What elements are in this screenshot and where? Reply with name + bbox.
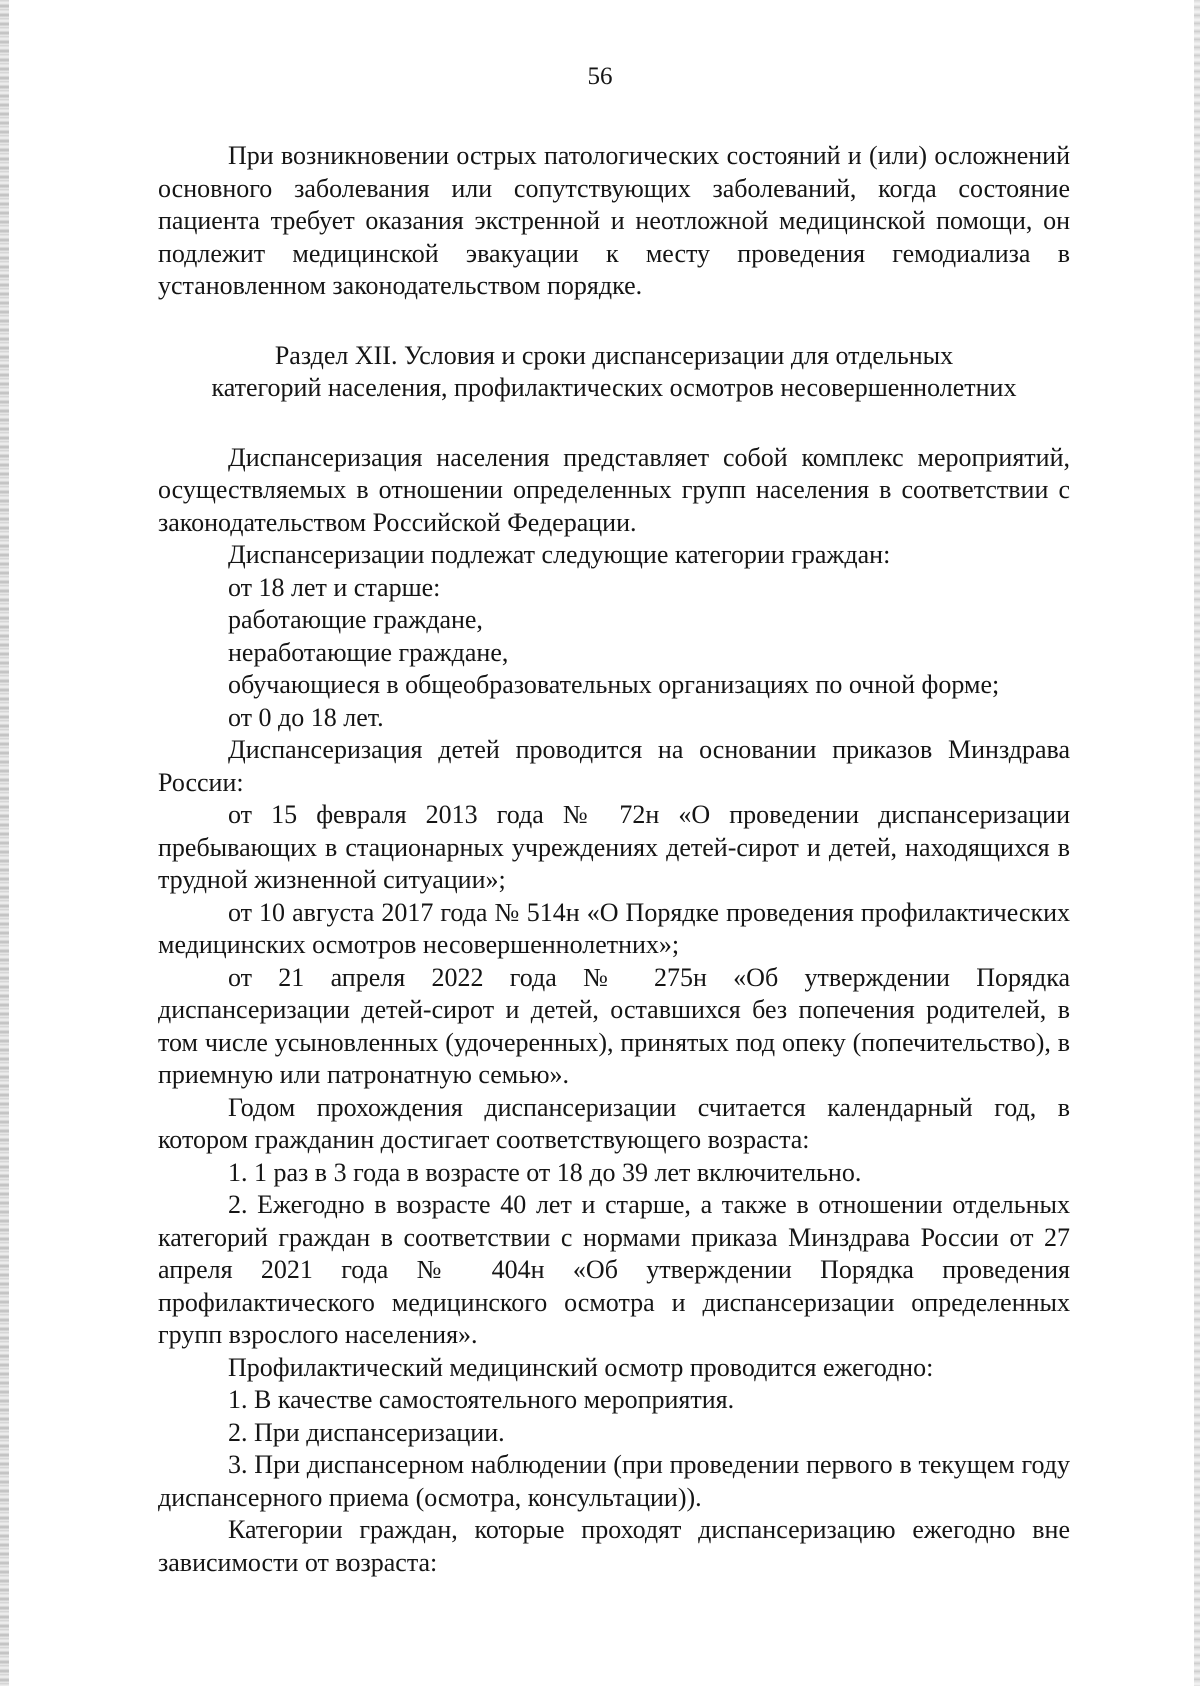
list-item-non-working: неработающие граждане, — [228, 637, 509, 667]
list-item-observation: 3. При диспансерном наблюдении (при проведении первого в текущем году диспансерного приема (осмотра, консультации)). — [158, 1450, 1070, 1512]
order-514n: от 10 августа 2017 года № 514н «О Порядке проведения профилактических медицинских осмотров несовершеннолетних»; — [158, 897, 1070, 959]
list-item-working: работающие граждане, — [228, 605, 483, 634]
paragraph-definition: Диспансеризация населения представляет собой комплекс мероприятий, осуществляемых в отношении определенных групп населения в соответствии с законодательством Российской Федерации. — [158, 442, 1070, 537]
section-heading-line-2: категорий населения, профилактических осмотров несовершеннолетних — [211, 373, 1017, 402]
paragraph-annual-categories: Категории граждан, которые проходят диспансеризацию ежегодно вне зависимости от возраста: — [158, 1515, 1070, 1577]
document-body — [158, 140, 1070, 1579]
order-275n: от 21 апреля 2022 года № 275н «Об утверждении Порядка диспансеризации детей-сирот и детей, оставшихся без попечения родителей, в том числе усыновленных (удочеренных), принятых под опеку (попечительство), в приемную или патронатную семью». — [158, 962, 1070, 1089]
list-item-every-3-years: 1. 1 раз в 3 года в возрасте от 18 до 39 лет включительно. — [228, 1157, 862, 1187]
scan-left-edge — [0, 0, 9, 1686]
paragraph-categories-intro: Диспансеризации подлежат следующие категории граждан: — [228, 540, 891, 569]
page-number: 56 — [587, 63, 613, 90]
intro-paragraph: При возникновении острых патологических состояний и (или) осложнений основного заболевания или сопутствующих заболеваний, когда состояние пациента требует оказания экстренной и неотложной медицинской помощи, он подлежит медицинской эвакуации к месту проведения гемодиализа в установленном законодательством порядке. — [158, 141, 1070, 300]
paragraph-calendar-year: Годом прохождения диспансеризации считается календарный год, в котором гражданин достигает соответствующего возраста: — [158, 1092, 1070, 1154]
paragraph-children-orders: Диспансеризация детей проводится на основании приказов Минздрава России: — [158, 735, 1070, 797]
section-heading-line-1: Раздел XII. Условия и сроки диспансеризации для отдельных — [274, 340, 954, 370]
list-item-age-18-plus: от 18 лет и старше: — [228, 572, 441, 602]
list-item-age-0-18: от 0 до 18 лет. — [228, 702, 384, 732]
order-72n: от 15 февраля 2013 года № 72н «О проведении диспансеризации пребывающих в стационарных учреждениях детей-сирот и детей, находящихся в трудной жизненной ситуации»; — [158, 800, 1070, 894]
list-item-during-dispensary: 2. При диспансеризации. — [228, 1417, 505, 1447]
list-item-standalone: 1. В качестве самостоятельного мероприятия. — [228, 1385, 735, 1414]
list-item-students: обучающиеся в общеобразовательных организациях по очной форме; — [228, 670, 1000, 699]
section-heading — [158, 340, 1070, 405]
section-body — [158, 442, 1070, 1580]
list-item-annually-40-plus: 2. Ежегодно в возрасте 40 лет и старше, а также в отношении отдельных категорий граждан в соответствии с нормами приказа Минздрава России от 27 апреля 2021 года № 404н «Об утверждении Порядка проведения профилактического медицинского осмотра и диспансеризации определенных групп взрослого населения». — [158, 1190, 1070, 1349]
paragraph-preventive-exam: Профилактический медицинский осмотр проводится ежегодно: — [228, 1352, 934, 1382]
scan-right-edge — [1194, 0, 1200, 1686]
